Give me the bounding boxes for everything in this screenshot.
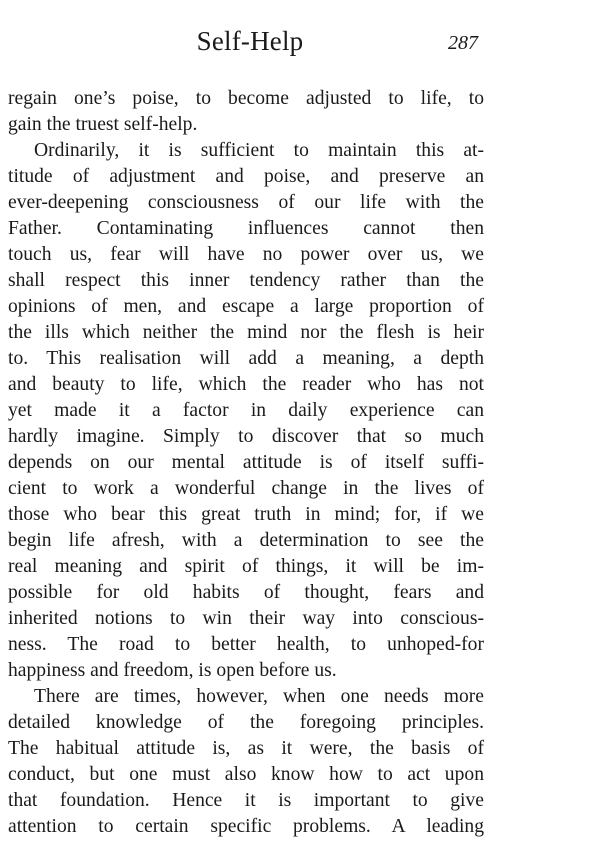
text-line: to. This realisation will add a meaning, a depth: [8, 348, 484, 369]
text-line: happiness and freedom, is open before us.: [8, 660, 337, 681]
running-head: [0, 26, 600, 66]
text-line: Father. Contaminating influences cannot then: [8, 218, 484, 239]
text-line: The habitual attitude is, as it were, the basis of: [8, 738, 484, 759]
text-line: There are times, however, when one needs more: [34, 686, 484, 707]
text-line: those who bear this great truth in mind; for, if we: [8, 504, 484, 525]
text-line: cient to work a wonderful change in the lives of: [8, 478, 484, 499]
text-line: yet made it a factor in daily experience can: [8, 400, 484, 421]
text-line: conduct, but one must also know how to act upon: [8, 764, 484, 785]
text-line: opinions of men, and escape a large proportion of: [8, 296, 484, 317]
text-line: that foundation. Hence it is important to give: [8, 790, 484, 811]
text-line: attention to certain specific problems. A leading: [8, 816, 484, 837]
text-line: regain one’s poise, to become adjusted to life, to: [8, 88, 484, 109]
text-line: ever-deepening consciousness of our life with the: [8, 192, 484, 213]
text-line: the ills which neither the mind nor the flesh is heir: [8, 322, 484, 343]
text-line: hardly imagine. Simply to discover that so much: [8, 426, 484, 447]
text-line: gain the truest self-help.: [8, 114, 198, 135]
text-line: real meaning and spirit of things, it will be im-: [8, 556, 484, 577]
page-number: 287: [448, 32, 478, 54]
text-line: inherited notions to win their way into conscious-: [8, 608, 484, 629]
text-line: ness. The road to better health, to unhoped-for: [8, 634, 484, 655]
text-line: touch us, fear will have no power over us, we: [8, 244, 484, 265]
text-line: possible for old habits of thought, fears and: [8, 582, 484, 603]
text-line: shall respect this inner tendency rather than the: [8, 270, 484, 291]
text-line: and beauty to life, which the reader who has not: [8, 374, 484, 395]
text-line: Ordinarily, it is sufficient to maintain this at-: [34, 140, 484, 161]
text-line: detailed knowledge of the foregoing principles.: [8, 712, 484, 733]
text-line: begin life afresh, with a determination to see the: [8, 530, 484, 551]
running-title: Self-Help: [196, 26, 304, 56]
text-line: titude of adjustment and poise, and preserve an: [8, 166, 484, 187]
text-line: depends on our mental attitude is of itself suffi-: [8, 452, 484, 473]
